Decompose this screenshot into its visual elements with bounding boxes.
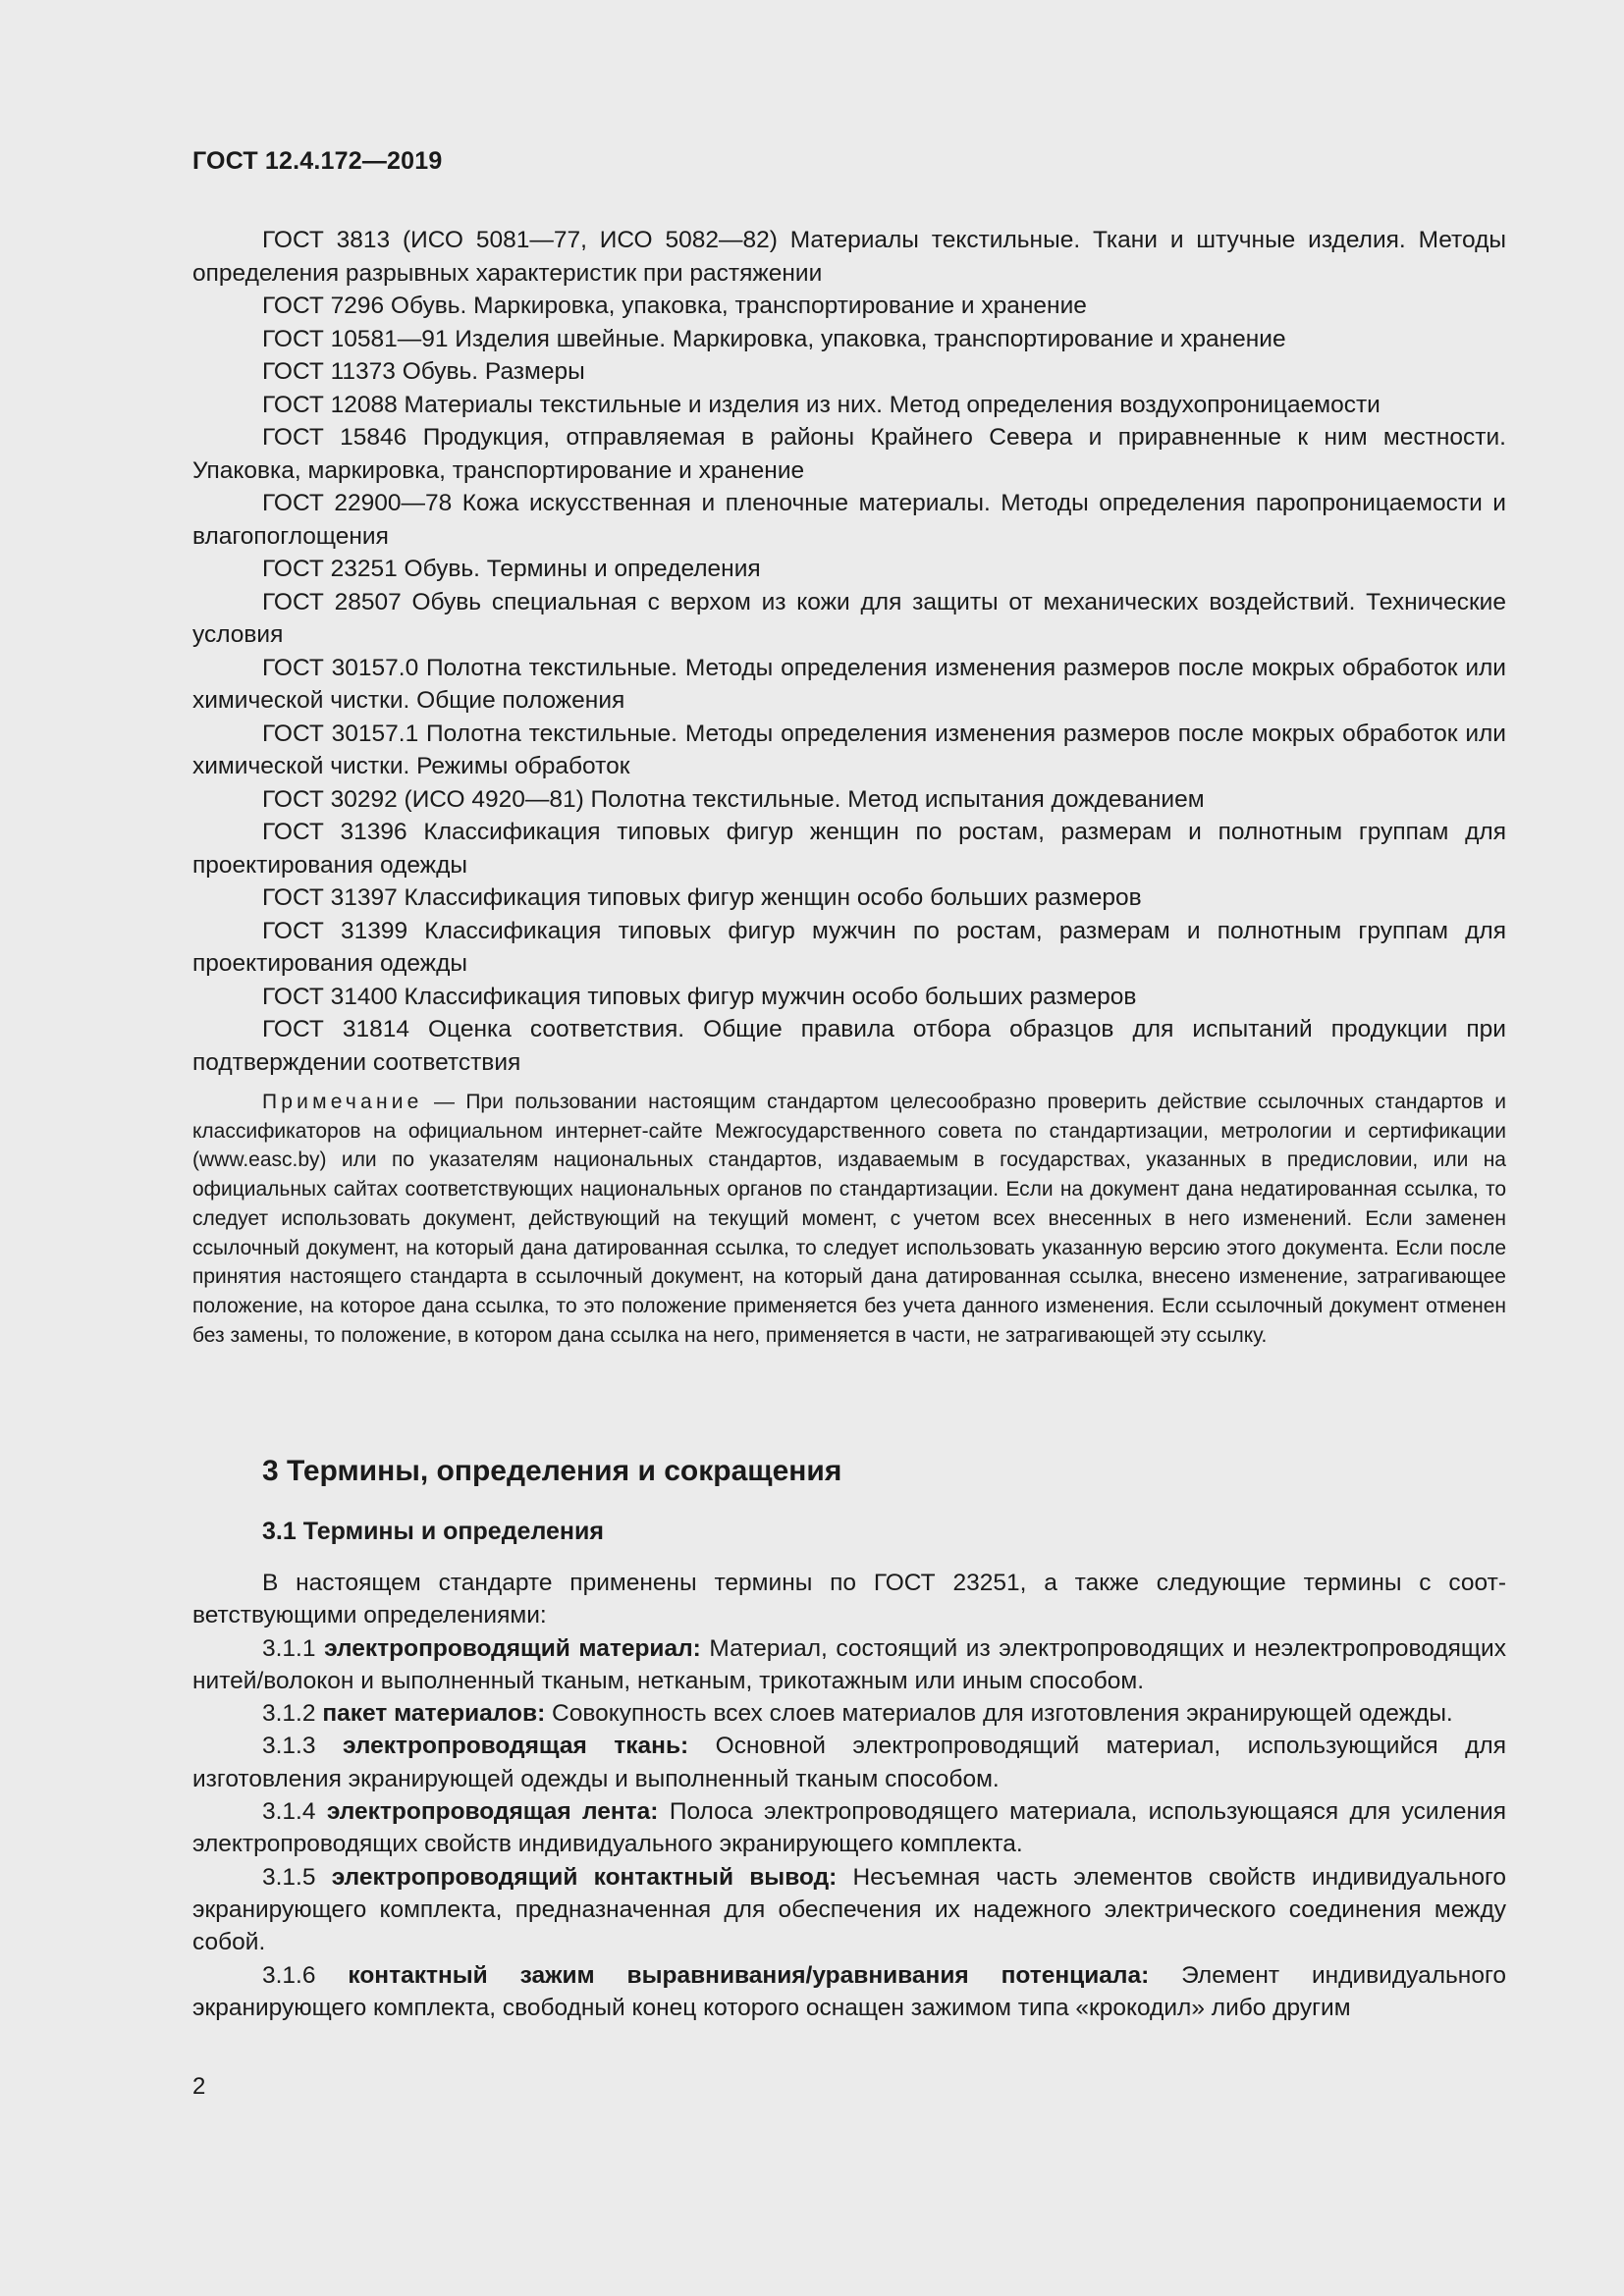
reference-item: ГОСТ 30292 (ИСО 4920—81) Полотна текстильные. Метод испытания дождеванием (262, 785, 1205, 813)
reference-item: ГОСТ 15846 Продукция, отправляемая в районы Крайнего Севера и приравненные к ним местности. Упаковка, маркировка, транспортирование и хранение (192, 424, 1506, 484)
term-entry (192, 1697, 1506, 1730)
reference-item: ГОСТ 28507 Обувь специальная с верхом из кожи для защиты от механических воздействий. Технические условия (192, 588, 1506, 648)
terms-list (192, 1567, 1506, 2024)
term-number: 3.1.4 (262, 1798, 327, 1826)
term-name: электропроводящая лента: (326, 1798, 659, 1826)
document-header: ГОСТ 12.4.172—2019 (192, 147, 443, 175)
section-heading: 3 Термины, определения и сокращения (262, 1455, 842, 1487)
term-definition: Основной электропроводящий материал, использующийся для изготовления экранирующей одежды и выполненный тканым способом. (192, 1733, 1506, 1792)
term-number: 3.1.6 (262, 1961, 349, 1989)
term-definition: Совокупность всех слоев материалов для изготовления экранирующей одежды. (545, 1700, 1453, 1728)
terms-intro: В настоящем стандарте применены термины по ГОСТ 23251, а также следующие термины с соответствующими определениями: (192, 1570, 1506, 1629)
reference-item: ГОСТ 31399 Классификация типовых фигур мужчин по ростам, размерам и полнотным группам для проектирования одежды (192, 917, 1506, 977)
reference-item: ГОСТ 3813 (ИСО 5081—77, ИСО 5082—82) Материалы текстильные. Ткани и штучные изделия. Методы определения разрывных характеристик при растяжении (192, 227, 1506, 287)
term-number: 3.1.1 (262, 1634, 325, 1662)
reference-item: ГОСТ 22900—78 Кожа искусственная и пленочные материалы. Методы определения паропроницаемости и влагопоглощения (192, 490, 1506, 550)
term-entry (192, 1795, 1506, 1861)
term-name: пакет материалов: (322, 1700, 546, 1728)
reference-item: ГОСТ 11373 Обувь. Размеры (262, 358, 585, 385)
term-definition: Несъемная часть элементов свойств индивидуального экранирующего комплекта, предназначенная для обеспечения их надежного электрического соединения между собой. (192, 1863, 1506, 1956)
term-name: электропроводящая ткань: (342, 1733, 689, 1760)
reference-item: ГОСТ 31397 Классификация типовых фигур женщин особо больших размеров (262, 884, 1142, 911)
term-name: электропроводящий контактный вывод: (331, 1863, 838, 1891)
note-paragraph (192, 1088, 1506, 1350)
term-entry (192, 1861, 1506, 1959)
reference-item: ГОСТ 12088 Материалы текстильные и изделия из них. Метод определения воздухопроницаемости (262, 391, 1380, 418)
note-text: — При пользовании настоящим стандартом целесообразно проверить действие ссылочных стандартов и классификаторов на официальном интернет-сайте Межгосударственного совета по стандартизации, метрологии и сертификации (www.easc.by) или по указателям национальных стандартов, издаваемым в государствах, указанных в предисловии, или на официальных сайтах соответствующих национальных органов по стандартизации. Если на документ дана недатированная ссылка, то следует использовать документ, действующий на текущий момент, с учетом всех внесенных в него изменений. Если заменен ссылочный документ, на который дана датированная ссылка, то следует использовать указанную версию этого документа. Если после принятия настоящего стандарта в ссылочный документ, на который дана датированная ссылка, внесено изменение, затрагивающее положение, на которое дана ссылка, то это положение применяется без учета данного изменения. Если ссылочный документ отменен без замены, то положение, в котором дана ссылка на него, применяется в части, не затрагивающей эту ссылку. (192, 1091, 1506, 1347)
reference-item: ГОСТ 10581—91 Изделия швейные. Маркировка, упаковка, транспортирование и хранение (262, 325, 1286, 352)
term-number: 3.1.5 (262, 1863, 332, 1891)
term-name: электропроводящий материал: (324, 1634, 701, 1662)
reference-item: ГОСТ 7296 Обувь. Маркировка, упаковка, транспортирование и хранение (262, 293, 1087, 319)
reference-item: ГОСТ 30157.0 Полотна текстильные. Методы определения изменения размеров после мокрых обработок или химической чистки. Общие положения (192, 654, 1506, 714)
normative-references-list (192, 224, 1506, 1079)
term-number: 3.1.2 (262, 1700, 323, 1728)
term-entry (192, 1632, 1506, 1698)
reference-item: ГОСТ 30157.1 Полотна текстильные. Методы определения изменения размеров после мокрых обработок или химической чистки. Режимы обработок (192, 720, 1506, 779)
reference-item: ГОСТ 31396 Классификация типовых фигур женщин по ростам, размерам и полнотным группам для проектирования одежды (192, 819, 1506, 879)
term-name: контактный зажим выравнивания/уравнивания потенциала: (348, 1961, 1150, 1989)
term-definition: Элемент индивидуального экранирующего комплекта, свободный конец которого оснащен зажимом типа «крокодил» либо другим (192, 1961, 1506, 2021)
term-definition: Материал, состоящий из электропроводящих и неэлектропроводящих нитей/волокон и выполненный тканым, нетканым, трикотажным или иным способом. (192, 1634, 1506, 1694)
subsection-heading: 3.1 Термины и определения (262, 1518, 604, 1545)
reference-item: ГОСТ 23251 Обувь. Термины и определения (262, 556, 761, 582)
term-entry (192, 1730, 1506, 1795)
term-definition: Полоса электропроводящего материала, использующаяся для усиления электропроводящих свойств индивидуального экранирующего комплекта. (192, 1798, 1506, 1858)
reference-item: ГОСТ 31814 Оценка соответствия. Общие правила отбора образцов для испытаний продукции при подтверждении соответствия (192, 1016, 1506, 1076)
page-number: 2 (192, 2073, 206, 2100)
term-number: 3.1.3 (262, 1733, 343, 1760)
note-label: Примечание (262, 1091, 423, 1113)
term-entry (192, 1959, 1506, 2025)
reference-item: ГОСТ 31400 Классификация типовых фигур мужчин особо больших размеров (262, 983, 1137, 1010)
